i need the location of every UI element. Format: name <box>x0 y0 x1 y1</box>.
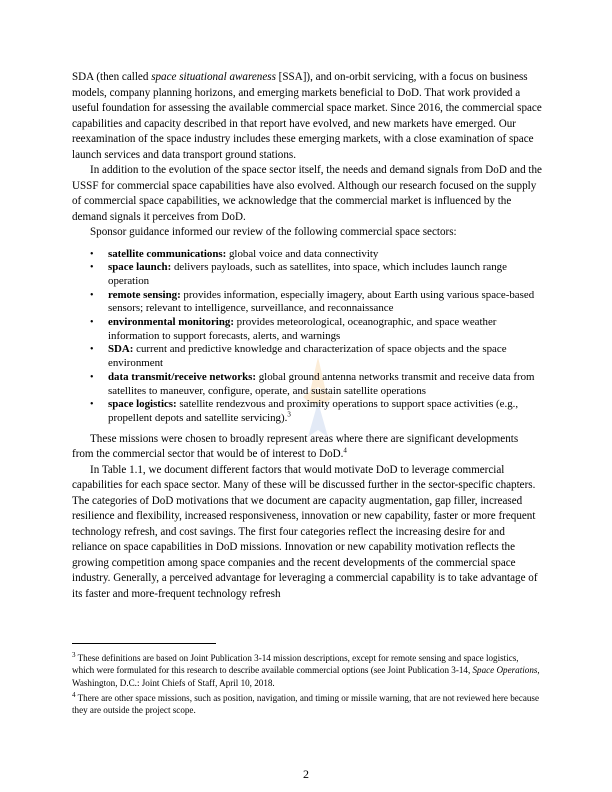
footnote-divider <box>72 643 216 644</box>
sector-list <box>72 248 542 426</box>
footnote-text: There are other space missions, such as position, navigation, and timing or missile warning, that are not reviewed here because they are outside the project scope. <box>72 692 539 716</box>
sector-list-item <box>72 398 542 425</box>
bullet-icon: • <box>90 262 94 274</box>
sector-description: global voice and data connectivity <box>226 247 379 260</box>
footnotes <box>72 652 542 719</box>
sector-term: environmental monitoring: <box>108 316 234 329</box>
sector-description: delivers payloads, such as satellites, into space, which includes launch range operation <box>108 261 507 287</box>
footnote-number: 4 <box>72 690 76 699</box>
bullet-icon: • <box>90 399 94 411</box>
paragraph-1: SDA (then called space situational awareness [SSA]), and on-orbit servicing, with a focus on business models, company planning horizons, and emerging markets beneficial to DoD. That work provided a useful foundation for assessing the available commercial space market. Since 2016, the commercial space capabilities and capacity described in that report have evolved, and new markets have emerged. Our reexamination of the space industry includes these emerging markets, with a close examination of space launch services and data transport ground stations. <box>72 71 542 161</box>
sector-description: provides information, especially imagery, about Earth using various space-based sensors; relevant to intelligence, surveillance, and reconnaissance <box>108 288 535 315</box>
sector-list-item <box>72 289 542 316</box>
sector-list-item <box>72 261 542 288</box>
footnote-text-end: , Washington, D.C.: Joint Chiefs of Staff, April 10, 2018. <box>72 665 540 688</box>
sector-term: space launch: <box>108 261 172 274</box>
paragraph-2: In addition to the evolution of the space sector itself, the needs and demand signals from DoD and the USSF for commercial space capabilities have also evolved. Although our research focused on the supply of commercial space capabilities, we acknowledge that the commercial market is influenced by the demand signals it perceives from DoD. <box>72 164 542 223</box>
sector-term: data transmit/receive networks: <box>108 370 256 383</box>
footnote-text: These definitions are based on Joint Publication 3-14 mission descriptions, except for remote sensing and space logistics, which were formulated for this research to describe available commercial options (see Joint Publication 3-14, <box>72 653 519 676</box>
footnote-ref-4[interactable]: 4 <box>343 446 347 455</box>
paragraph-5: In Table 1.1, we document different factors that would motivate DoD to leverage commercial capabilities for each space sector. Many of these will be discussed further in the sector-specific chapters. The categories of DoD motivations that we document are capacity augmentation, gap filler, increased resilience and flexibility, increased responsiveness, innovation or new capability, faster or more frequent technology refresh, and cost savings. The first four categories reflect the increasing desire for and reliance on space capabilities in DoD missions. Innovation or new capability motivation reflects the growing competition among space companies and the recent developments of the commercial space industry. Generally, a perceived advantage for leveraging a commercial capability is to take advantage of its faster and more-frequent technology refresh <box>72 463 538 600</box>
sector-description: current and predictive knowledge and characterization of space objects and the space environment <box>108 343 507 370</box>
paragraph-4: These missions were chosen to broadly represent areas where there are significant developments from the commercial sector that would be of interest to DoD.$^4$ <box>72 432 519 461</box>
footnote-number: 3 <box>72 650 76 659</box>
bullet-icon: • <box>90 289 94 301</box>
bullet-icon: • <box>90 317 94 329</box>
sector-list-item <box>72 343 542 370</box>
sector-list-item <box>72 248 542 262</box>
body-text <box>72 70 542 602</box>
bullet-icon: • <box>90 371 94 383</box>
sector-description: global ground antenna networks transmit and receive data from satellites to maneuver, configure, operate, and sustain satellite operations <box>108 370 535 397</box>
sector-list-item <box>72 316 542 343</box>
sector-description: satellite rendezvous and proximity operations to support space activities (e.g., propellent depots and satellite servicing). <box>108 398 519 424</box>
footnote-citation-title: Space Operations <box>472 665 538 676</box>
sector-term: satellite communications: <box>108 247 227 260</box>
sector-description: provides meteorological, oceanographic, and space weather information to support forecasts, alerts, and warnings <box>108 316 497 342</box>
page-number: 2 <box>303 767 309 781</box>
sector-term: remote sensing: <box>108 288 181 301</box>
footnote-3 <box>72 652 542 689</box>
ssa-term: space situational awareness <box>151 71 276 83</box>
sector-term: space logistics: <box>108 398 177 411</box>
footnote-ref-3[interactable]: 3 <box>287 410 291 419</box>
sector-term: SDA: <box>108 343 134 356</box>
footnote-4 <box>72 692 542 717</box>
paragraph-3: Sponsor guidance informed our review of the following commercial space sectors: <box>90 226 457 238</box>
sector-list-item <box>72 371 542 398</box>
bullet-icon: • <box>90 248 94 260</box>
bullet-icon: • <box>90 344 94 356</box>
